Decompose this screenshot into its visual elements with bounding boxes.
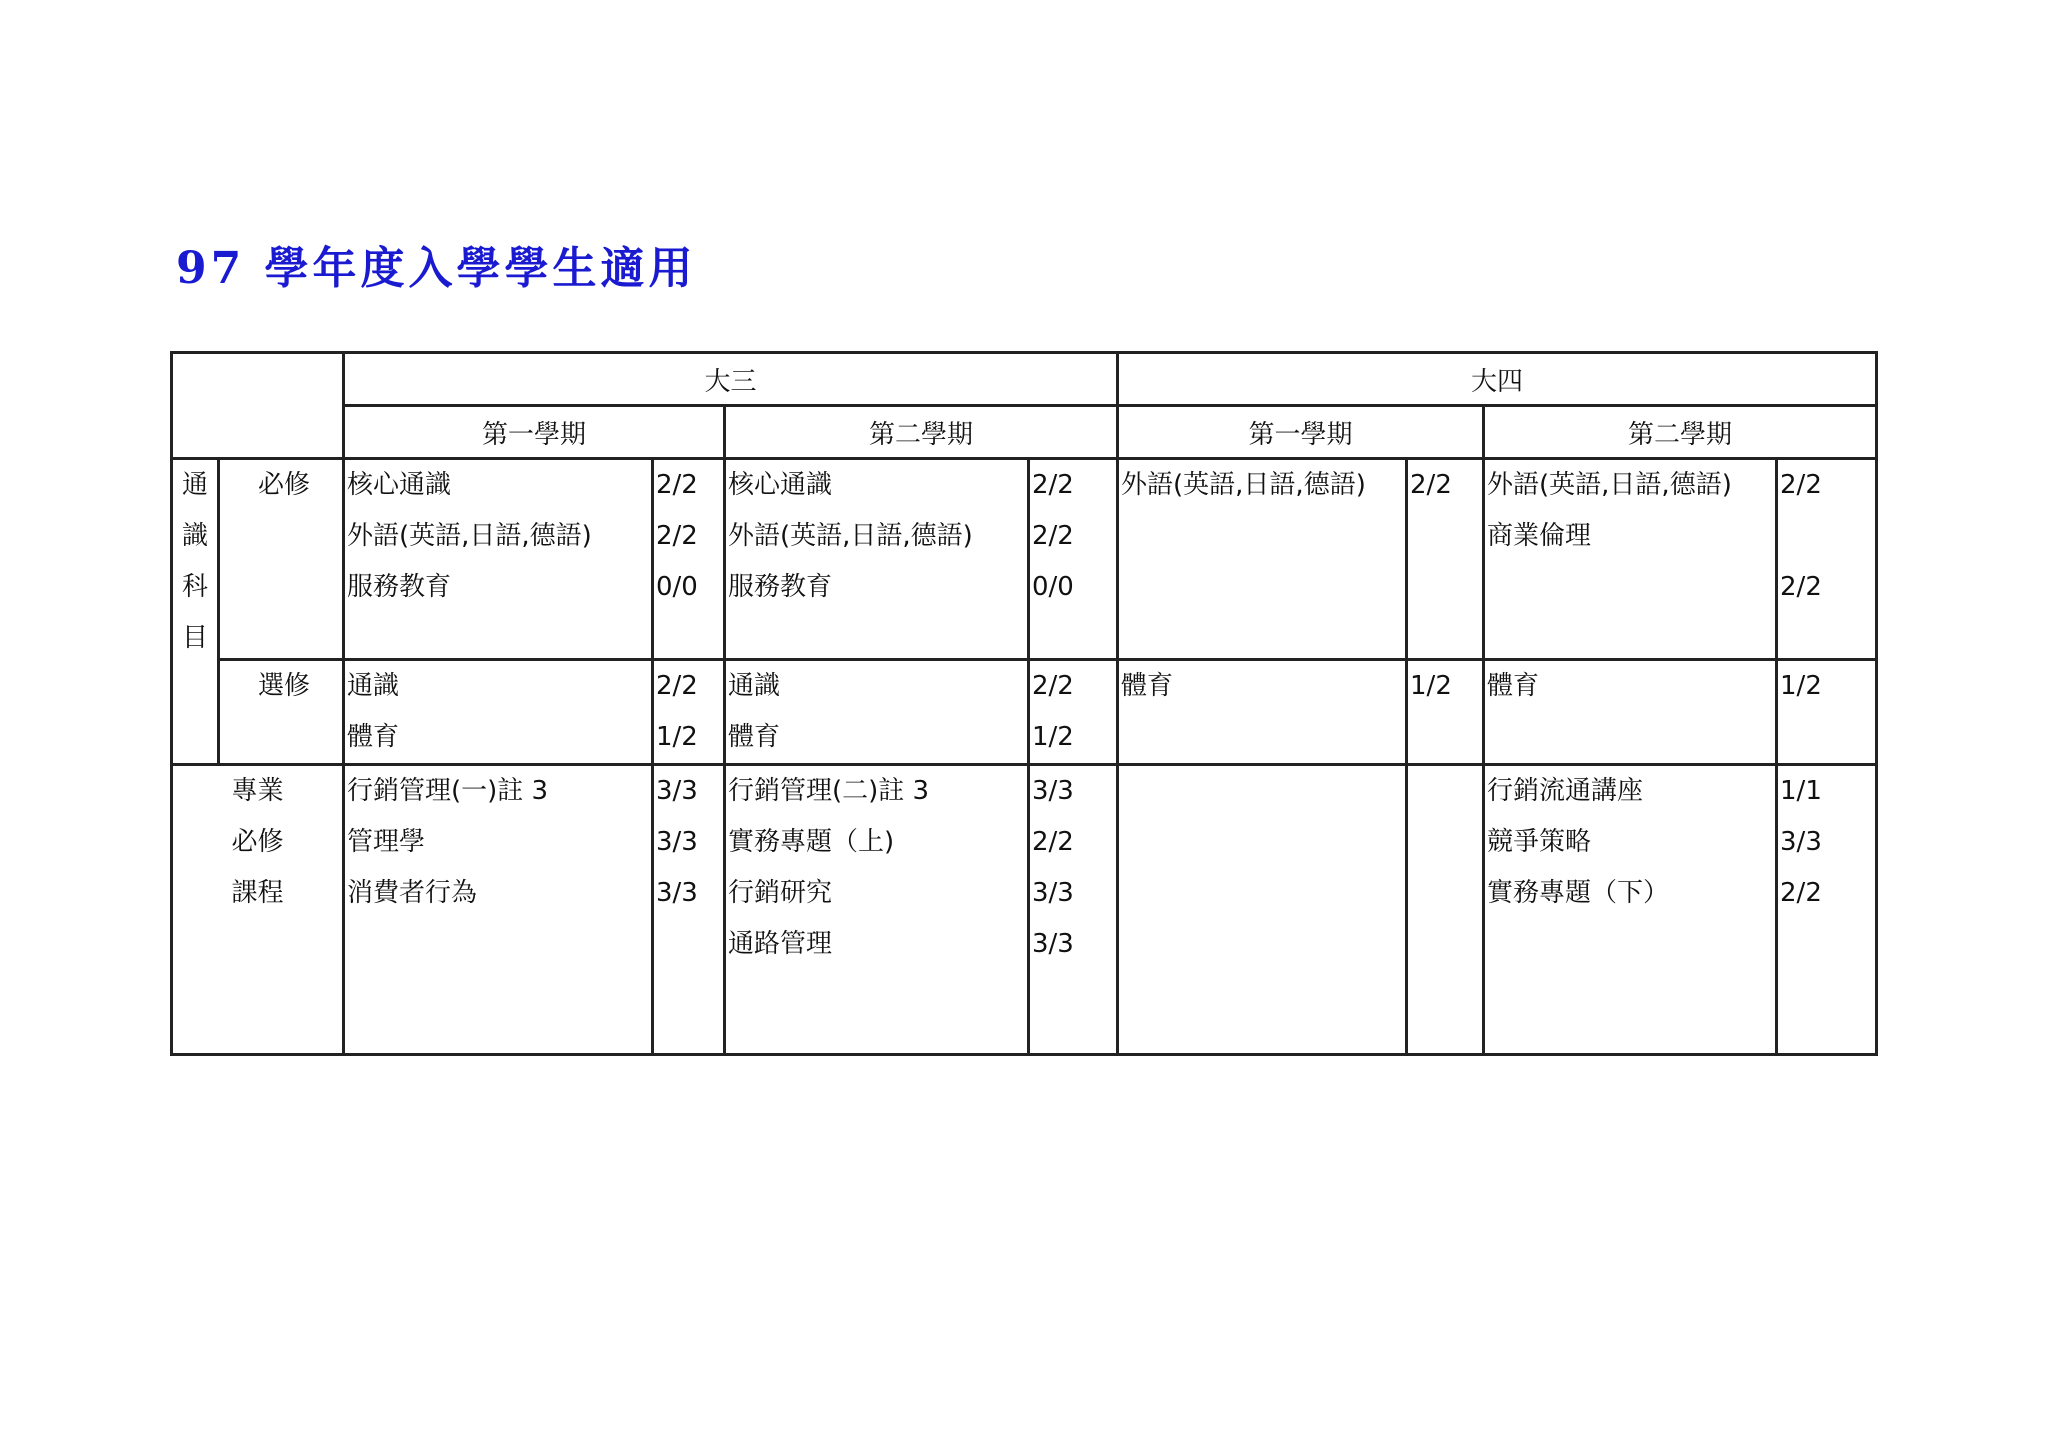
y3s2-professional-credits <box>1029 765 1118 1055</box>
y4-sem2-header: 第二學期 <box>1484 406 1877 459</box>
category-char: 科 <box>181 572 208 602</box>
y4s1-general-required-credits <box>1407 459 1484 660</box>
course-name: 體育 <box>347 722 400 752</box>
course-credit: 2/2 <box>1032 470 1074 500</box>
semester-header-row <box>172 406 1877 459</box>
course-credit: 0/0 <box>1032 572 1074 602</box>
course-name: 行銷管理(二)註 3 <box>728 776 930 806</box>
course-credit: 2/2 <box>1780 470 1822 500</box>
y3s2-general-required-courses <box>725 459 1029 660</box>
course-credit: 1/2 <box>1780 671 1822 701</box>
course-name: 競爭策略 <box>1487 827 1592 857</box>
category-char: 識 <box>181 521 208 551</box>
y4s1-general-elective-credits <box>1407 660 1484 765</box>
required-label-cell <box>219 459 344 660</box>
y3s1-general-required-credits <box>653 459 725 660</box>
elective-label-cell <box>219 660 344 765</box>
category-line: 必修 <box>231 827 284 857</box>
course-credit: 1/2 <box>1032 722 1074 752</box>
category-line: 專業 <box>231 776 284 806</box>
y3s1-general-elective-credits <box>653 660 725 765</box>
year-header-row <box>172 353 1877 406</box>
course-name: 體育 <box>728 722 781 752</box>
page-title: 97 學年度入學學生適用 <box>176 243 697 294</box>
course-credit: 1/2 <box>656 722 698 752</box>
curriculum-table <box>170 351 1878 1056</box>
course-name: 服務教育 <box>347 572 452 602</box>
professional-category-label <box>172 765 344 1055</box>
course-name: 通識 <box>728 671 781 701</box>
y3s1-general-elective-courses <box>344 660 653 765</box>
course-name <box>1487 562 1775 613</box>
y4s1-general-elective-courses <box>1118 660 1407 765</box>
course-credit: 3/3 <box>656 827 698 857</box>
course-name: 實務專題（下） <box>1487 878 1670 908</box>
y4s2-professional-courses <box>1484 765 1777 1055</box>
y4-sem1-header: 第一學期 <box>1118 406 1484 459</box>
corner-cell <box>172 353 344 459</box>
general-elective-row <box>172 660 1877 765</box>
y4s2-general-elective-credits <box>1777 660 1877 765</box>
y4s1-professional-courses <box>1118 765 1407 1055</box>
course-credit: 3/3 <box>1032 929 1074 959</box>
y3s2-general-required-credits <box>1029 459 1118 660</box>
course-name: 通識 <box>347 671 400 701</box>
elective-label: 選修 <box>257 671 310 701</box>
course-name: 核心通識 <box>347 470 452 500</box>
course-credit: 2/2 <box>1032 827 1074 857</box>
course-credit: 3/3 <box>656 878 698 908</box>
y3s1-professional-courses <box>344 765 653 1055</box>
course-credit: 2/2 <box>656 521 698 551</box>
y4s2-general-elective-courses <box>1484 660 1777 765</box>
y3s1-general-required-courses <box>344 459 653 660</box>
y4s2-professional-credits <box>1777 765 1877 1055</box>
course-name: 體育 <box>1487 671 1540 701</box>
year4-header: 大四 <box>1118 353 1877 406</box>
category-char: 通 <box>181 470 208 500</box>
y3-sem1-header: 第一學期 <box>344 406 725 459</box>
course-name: 外語(英語,日語,德語) <box>1487 470 1732 500</box>
course-credit: 2/2 <box>1032 521 1074 551</box>
course-name: 實務專題（上) <box>728 827 895 857</box>
course-credit <box>1780 511 1875 562</box>
y3s2-general-elective-courses <box>725 660 1029 765</box>
course-credit: 2/2 <box>1410 470 1452 500</box>
course-name: 行銷管理(一)註 3 <box>347 776 549 806</box>
course-name: 體育 <box>1121 671 1174 701</box>
course-credit: 3/3 <box>1780 827 1822 857</box>
course-credit: 2/2 <box>1032 671 1074 701</box>
course-credit: 3/3 <box>656 776 698 806</box>
year3-header: 大三 <box>344 353 1118 406</box>
y3s1-professional-credits <box>653 765 725 1055</box>
course-credit: 0/0 <box>656 572 698 602</box>
y3s2-general-elective-credits <box>1029 660 1118 765</box>
course-credit: 1/1 <box>1780 776 1822 806</box>
course-name: 商業倫理 <box>1487 521 1592 551</box>
course-credit: 3/3 <box>1032 776 1074 806</box>
course-name: 外語(英語,日語,德語) <box>728 521 973 551</box>
category-line: 課程 <box>231 878 284 908</box>
y4s1-general-required-courses <box>1118 459 1407 660</box>
required-label: 必修 <box>257 470 310 500</box>
y4s2-general-required-courses <box>1484 459 1777 660</box>
course-credit: 1/2 <box>1410 671 1452 701</box>
general-required-row <box>172 459 1877 660</box>
general-category-label <box>172 459 219 765</box>
course-name: 管理學 <box>347 827 426 857</box>
course-credit: 2/2 <box>656 470 698 500</box>
y4s1-professional-credits <box>1407 765 1484 1055</box>
course-name: 通路管理 <box>728 929 833 959</box>
course-name: 行銷研究 <box>728 878 833 908</box>
professional-required-row <box>172 765 1877 1055</box>
course-credit: 2/2 <box>656 671 698 701</box>
category-char: 目 <box>181 623 208 653</box>
course-credit: 2/2 <box>1780 878 1822 908</box>
course-name: 核心通識 <box>728 470 833 500</box>
course-name: 外語(英語,日語,德語) <box>347 521 592 551</box>
course-name: 服務教育 <box>728 572 833 602</box>
y3-sem2-header: 第二學期 <box>725 406 1118 459</box>
course-credit: 3/3 <box>1032 878 1074 908</box>
course-name: 行銷流通講座 <box>1487 776 1644 806</box>
course-credit: 2/2 <box>1780 572 1822 602</box>
course-name: 外語(英語,日語,德語) <box>1121 470 1366 500</box>
course-name: 消費者行為 <box>347 878 478 908</box>
y3s2-professional-courses <box>725 765 1029 1055</box>
y4s2-general-required-credits <box>1777 459 1877 660</box>
